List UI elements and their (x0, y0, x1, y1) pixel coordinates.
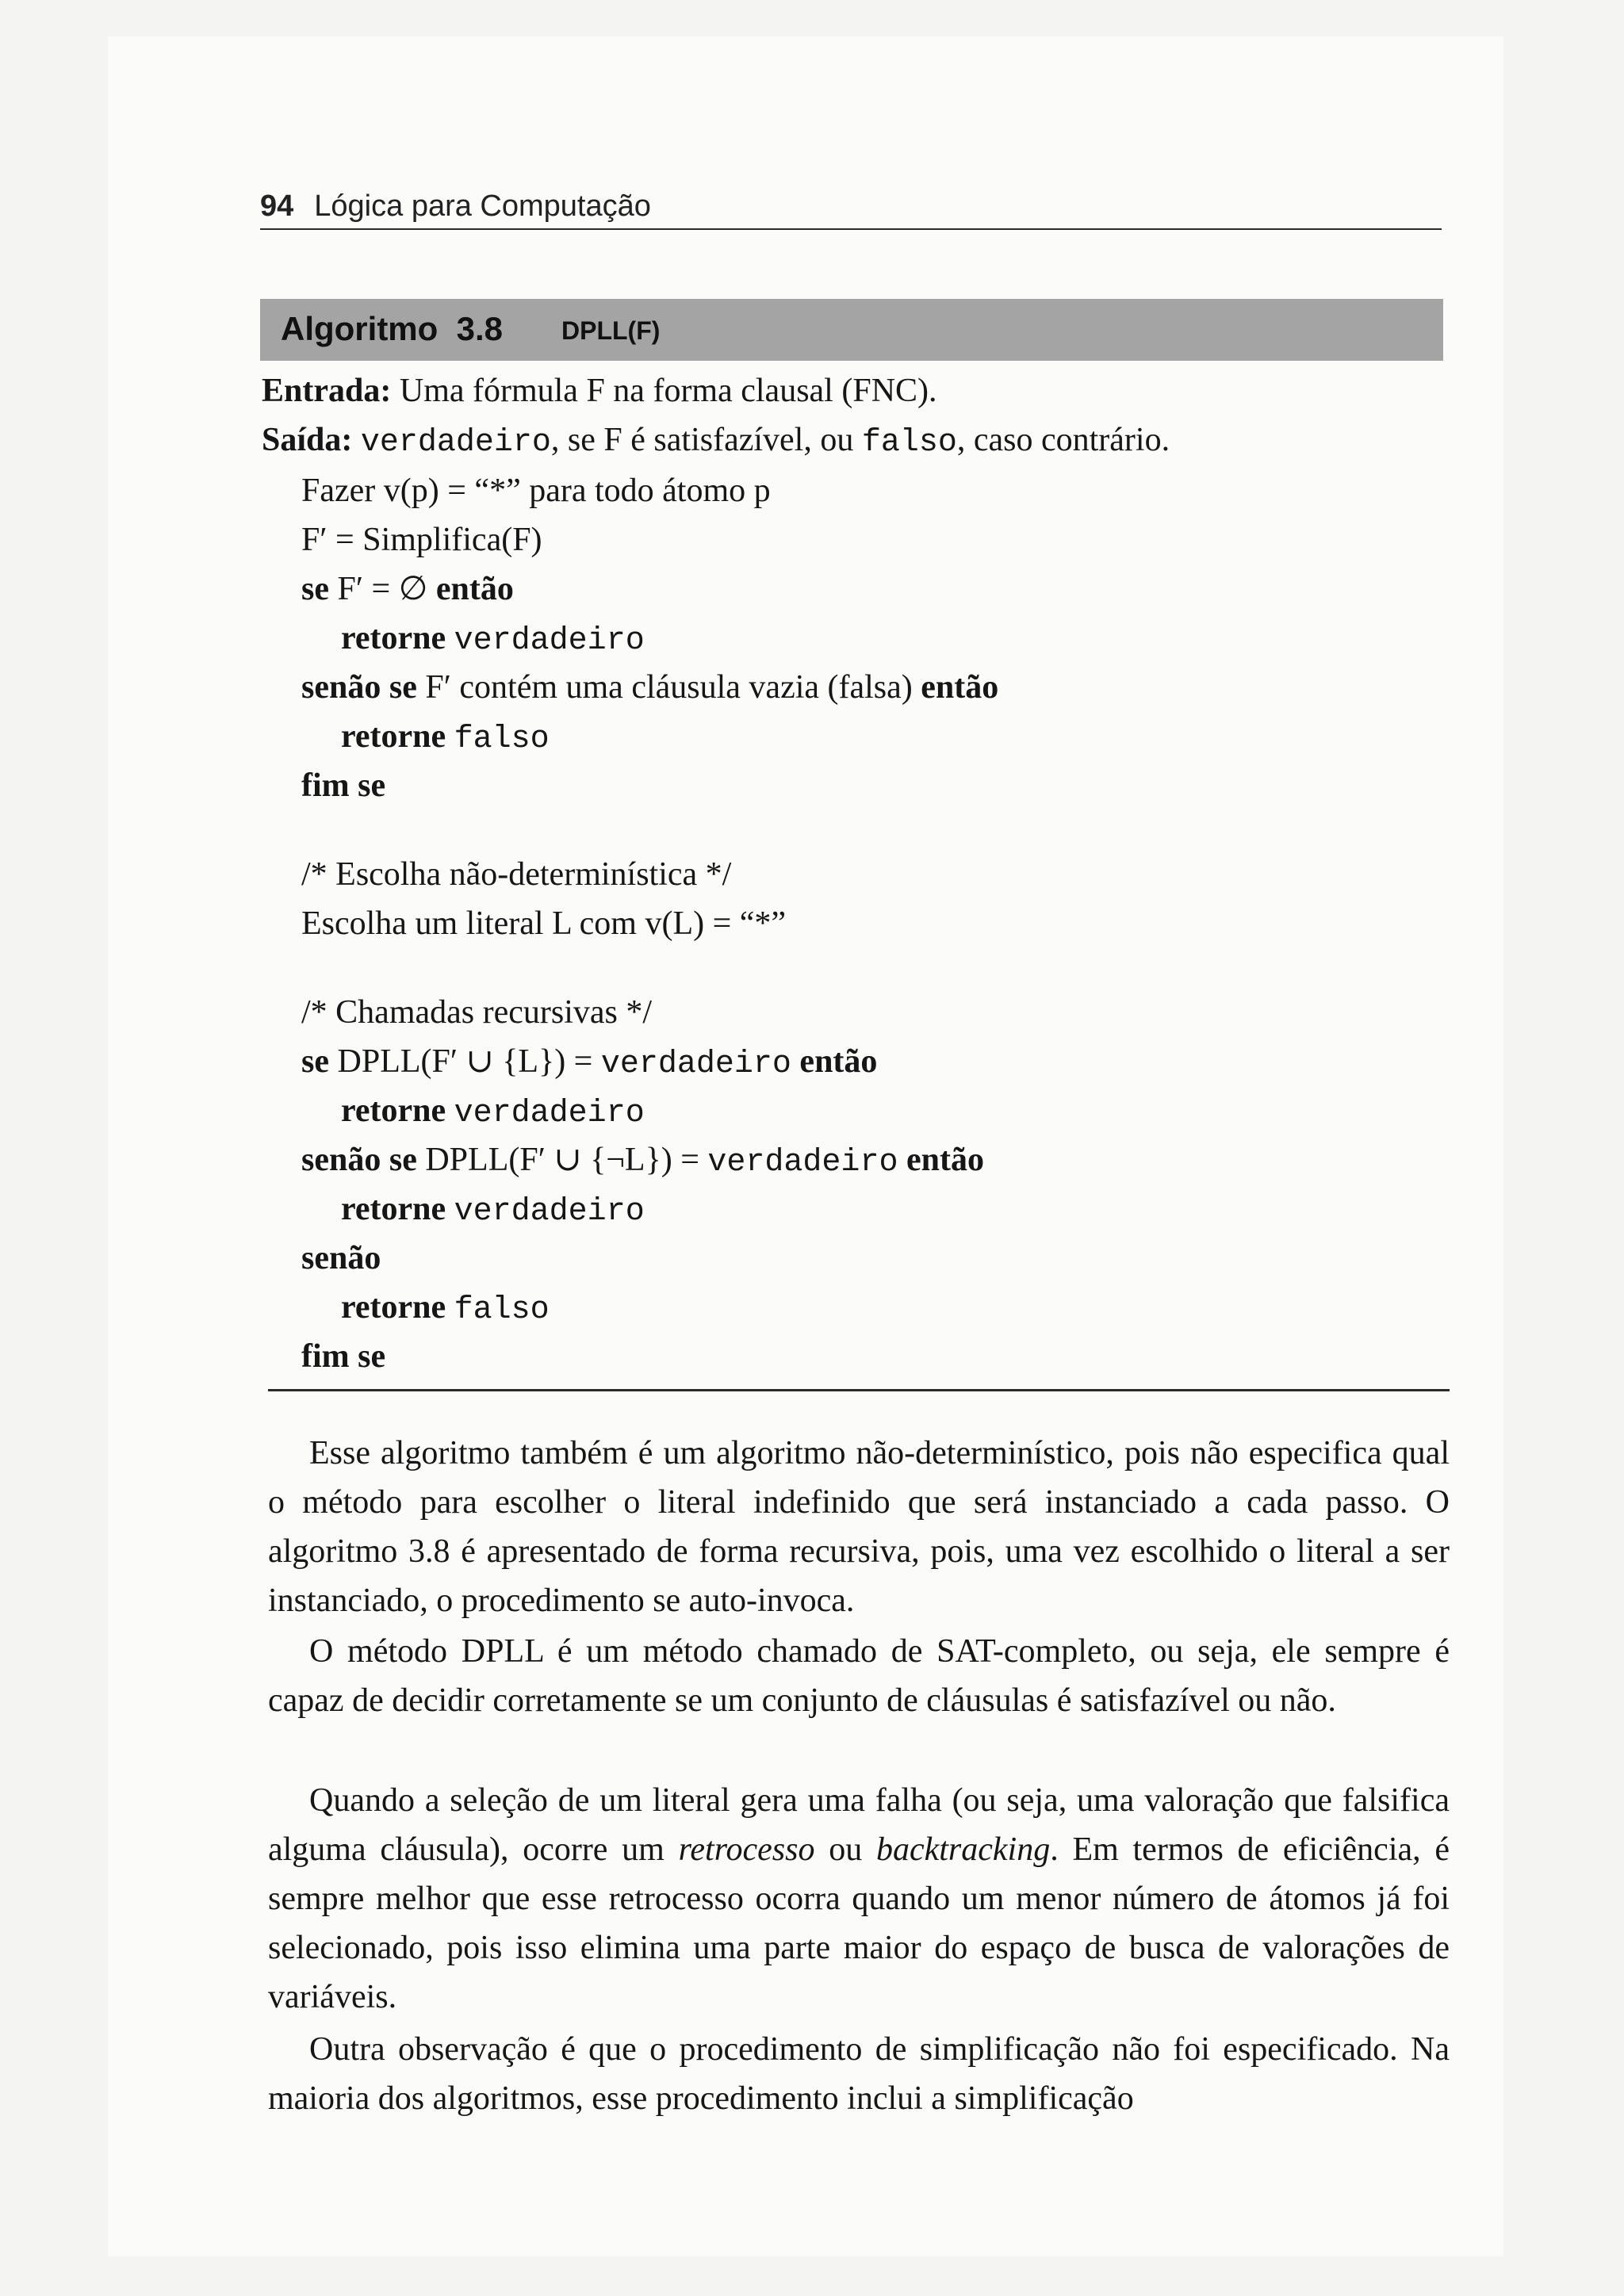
page-number: 94 (260, 189, 294, 223)
value-true: verdadeiro (454, 1096, 645, 1131)
keyword-retorne: retorne (341, 1289, 446, 1326)
algorithm-label: Algoritmo 3.8 (281, 310, 504, 347)
call-positive: DPLL(F′ ∪ {L}) = (337, 1043, 601, 1080)
algo-line-call-positive (301, 1039, 877, 1088)
algo-line-elseif-empty-clause (301, 664, 998, 710)
algorithm-input (262, 368, 937, 414)
paragraph-nondeterministic: Esse algoritmo também é um algoritmo não-determinístico, pois não especifica qual o método para escolher o literal indefinido que será instanciado a cada passo. O algoritmo 3.8 é apresentado de forma recursiva, pois, uma vez escolhido o literal a ser instanciado, o procedimento se auto-invoca. (268, 1435, 1450, 1619)
output-false: falso (861, 425, 957, 461)
algorithm-output (262, 417, 1170, 466)
algo-line-if-empty (301, 566, 514, 612)
algo-comment-choice: /* Escolha não-determinística */ (301, 856, 732, 893)
value-false: falso (454, 721, 550, 757)
backtracking-text-b: ou (814, 1831, 876, 1868)
term-retrocesso: retrocesso (678, 1831, 815, 1868)
value-true: verdadeiro (454, 1194, 645, 1230)
keyword-entao: então (921, 669, 999, 706)
running-header (260, 184, 1442, 230)
paragraph-sat-complete: O método DPLL é um método chamado de SAT-completo, ou seja, ele sempre é capaz de decidir corretamente se um conjunto de cláusulas é satisfazível ou não. (268, 1633, 1450, 1719)
keyword-retorne: retorne (341, 1093, 446, 1129)
backtracking-text-c: . Em termos de eficiência, é sempre melhor que esse retrocesso ocorra quando um menor número de átomos já foi selecionado, pois isso elimina uma parte maior do espaço de busca de valorações de variáveis. (268, 1831, 1450, 2015)
algorithm-bottom-rule (268, 1389, 1450, 1391)
condition-empty-clause: F′ contém uma cláusula vazia (falsa) (425, 669, 913, 706)
algorithm-name: DPLL(F) (561, 316, 661, 345)
output-mid: , se F é satisfazível, ou (550, 422, 862, 458)
output-true: verdadeiro (360, 425, 551, 461)
algorithm-title-bar (260, 299, 1443, 361)
algo-line-choose-literal: Escolha um literal L com v(L) = “*” (301, 905, 787, 942)
value-true: verdadeiro (600, 1047, 791, 1082)
call-negative: DPLL(F′ ∪ {¬L}) = (425, 1142, 708, 1178)
output-label: Saída: (262, 422, 353, 458)
algo-line-end-if: fim se (301, 767, 386, 804)
value-false: falso (454, 1292, 550, 1328)
input-label: Entrada: (262, 373, 392, 409)
algo-line-return-false (341, 714, 550, 763)
algo-line-else: senão (301, 1240, 381, 1276)
algo-line-end-if-2: fim se (301, 1338, 386, 1375)
algo-line-init: Fazer v(p) = “*” para todo átomo p (301, 473, 771, 509)
keyword-senao-se: senão se (301, 1142, 417, 1178)
input-text: Uma fórmula F na forma clausal (FNC). (399, 373, 937, 409)
algo-line-return-true-2 (341, 1088, 645, 1137)
keyword-entao: então (435, 571, 514, 607)
keyword-retorne: retorne (341, 620, 446, 656)
book-title: Lógica para Computação (314, 189, 651, 223)
value-true: verdadeiro (454, 623, 645, 659)
backtracking-text-a: Quando a seleção de um literal gera uma falha (ou seja, uma valoração que falsifica alguma cláusula), ocorre um (268, 1782, 1450, 1868)
algo-line-simplify: F′ = Simplifica(F) (301, 522, 542, 558)
paragraph-backtracking (268, 1776, 1450, 2022)
keyword-entao: então (906, 1142, 984, 1178)
condition-empty: F′ = ∅ (337, 571, 428, 607)
term-backtracking: backtracking (875, 1831, 1051, 1868)
keyword-se: se (301, 1043, 329, 1080)
algo-line-return-true (341, 615, 645, 664)
algo-line-return-true-3 (341, 1186, 645, 1235)
keyword-se: se (301, 571, 329, 607)
algo-comment-recursive: /* Chamadas recursivas */ (301, 994, 653, 1031)
keyword-retorne: retorne (341, 1191, 446, 1227)
keyword-senao-se: senão se (301, 669, 417, 706)
paragraph-simplification: Outra observação é que o procedimento de simplificação não foi especificado. Na maioria dos algoritmos, esse procedimento inclui a simplificação (268, 2031, 1450, 2117)
value-true: verdadeiro (707, 1145, 898, 1181)
output-end: , caso contrário. (956, 422, 1170, 458)
keyword-entao: então (799, 1043, 878, 1080)
keyword-retorne: retorne (341, 718, 446, 755)
algo-line-return-false-2 (341, 1284, 550, 1334)
algo-line-call-negative (301, 1137, 984, 1186)
